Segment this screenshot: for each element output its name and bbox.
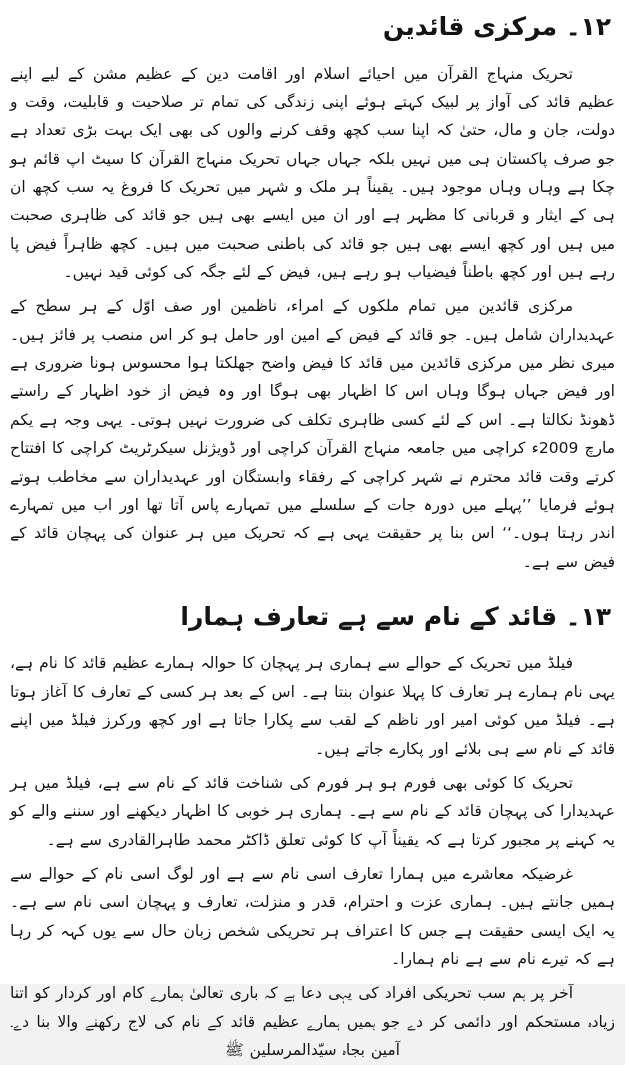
section-12-heading: ۱۲۔ مرکزی قائدین xyxy=(382,12,611,41)
paragraph-identity-1: فیلڈ میں تحریک کے حوالے سے ہماری ہر پہچان کا حوالہ ہمارے عظیم قائد کا نام ہے، یہی نام ہمارے ہر تعارف کا پہلا عنوان بنتا ہے۔ اس کے بعد ہر کسی کے تعارف کا آغاز ہوتا ہے۔ فیلڈ میں کوئی امیر اور ناظم کے لقب سے پکارا جاتا ہے اور کچھ ورکرز فیلڈ میں اپنے قائد کے نام سے ہی بلائے اور پکارے جاتے ہیں۔ xyxy=(10,654,615,758)
closing-dua-paragraph: آخر پر ہم سب تحریکی افراد کی یہی دعا ہے کہ باری تعالیٰ ہمارے کام اور کردار کو اتنا زیادہ مستحکم اور دائمی کر دے جو ہمیں ہمارے عظیم قائد کے نام کی لاج رکھنے والا بنا دے۔ آمین بجاہ سیّدالمرسلین ﷺ xyxy=(10,984,615,1060)
paragraph-identity-2: تحریک کا کوئی بھی فورم ہو ہر فورم کی شناخت قائد کے نام سے ہے، فیلڈ میں ہر عہدیدارا کی پہچان قائد کے نام سے ہے۔ ہماری ہر خوبی کا اظہار دیکھنے اور سننے والے کو یہ کہنے پر مجبور کرتا ہے کہ یقیناً آپ کا کوئی تعلق ڈاکٹر محمد طاہرالقادری سے ہے۔ xyxy=(10,773,615,849)
section-13-heading: ۱۳۔ قائد کے نام سے ہے تعارف ہمارا xyxy=(180,601,611,631)
paragraph-central-leaders-1: تحریک منہاج القرآن میں احیائے اسلام اور اقامت دین کے عظیم مشن کے لیے اپنے عظیم قائد کی آواز پر لبیک کہتے ہوئے اپنی زندگی کی تمام تر صلاحیت و قابلیت، وقت و دولت، جان و مال، حتیٰ کہ اپنا سب کچھ وقف کرنے والوں کی بھی ایک بہت بڑی تعداد ہے جو صرف پاکستان ہی میں نہیں بلکہ جہاں جہاں تحریک منہاج القرآن کا سیٹ اپ قائم ہو چکا ہے وہاں وہاں موجود ہیں۔ یقیناً ہر ملک و شہر میں تحریک کا فروغ یہ سب کچھ ان ہی کے ایثار و قربانی کا مظہر ہے اور ان میں ایسے بھی ہیں جو قائد کی ظاہری صحبت میں ہیں اور کچھ ایسے بھی ہیں جو قائد کی باطنی صحبت میں ہیں۔ کچھ ظاہراً فیض پا رہے ہیں اور کچھ باطناً فیضیاب ہو رہے ہیں، فیض کے لئے جگہ کی کوئی قید نہیں۔ xyxy=(10,64,615,282)
paragraph-identity-3: غرضیکہ معاشرے میں ہمارا تعارف اسی نام سے ہے اور لوگ اسی نام کے حوالے سے ہمیں جانتے ہیں۔ ہماری عزت و احترام، قدر و منزلت، تعارف و پہچان اسی نام سے ہے۔ یہ ایک ایسی حقیقت ہے جس کا اعتراف ہر تحریکی شخص زبان حال سے یوں کہہ کر رہا ہے کہ تیرے نام سے ہے نام ہمارا۔ xyxy=(10,864,615,969)
paragraph-central-leaders-2: مرکزی قائدین میں تمام ملکوں کے امراء، ناظمین اور صف اوّل کے ہر سطح کے عہدیداران شامل ہیں۔ جو قائد کے فیض کے امین اور حامل ہو کر اس منصب پر فائز ہیں۔ میری نظر میں مرکزی قائدین میں قائد کا فیض واضح جھلکتا ہوا محسوس ہونا ضروری ہے اور فیض جہاں ہوگا وہاں اس کا اظہار بھی ہوگا اور وہ فیض از خود اظہار کے راستے ڈھونڈ نکالتا ہے۔ اس کے لئے کسی ظاہری تکلف کی ضرورت نہیں ہوتی۔ یہی وجہ ہے یکم مارچ 2009ء کراچی میں جامعہ منہاج القرآن کراچی اور ڈویژنل سیکرٹریٹ کراچی کا افتتاح کرتے وقت قائد محترم نے شہر کراچی کے رفقاء وابستگان اور عہدیداران سے مخاطب ہوتے ہوئے فرمایا ’’پہلے میں دورہ جات کے سلسلے میں تمہارے پاس آتا تھا اور اب میں تمہارے اندر رہتا ہوں۔‘‘ اس بنا پر حقیقت یہی ہے کہ تحریک میں ہر عنوان کی پہچان قائد کے فیض سے ہے۔ xyxy=(10,297,615,571)
